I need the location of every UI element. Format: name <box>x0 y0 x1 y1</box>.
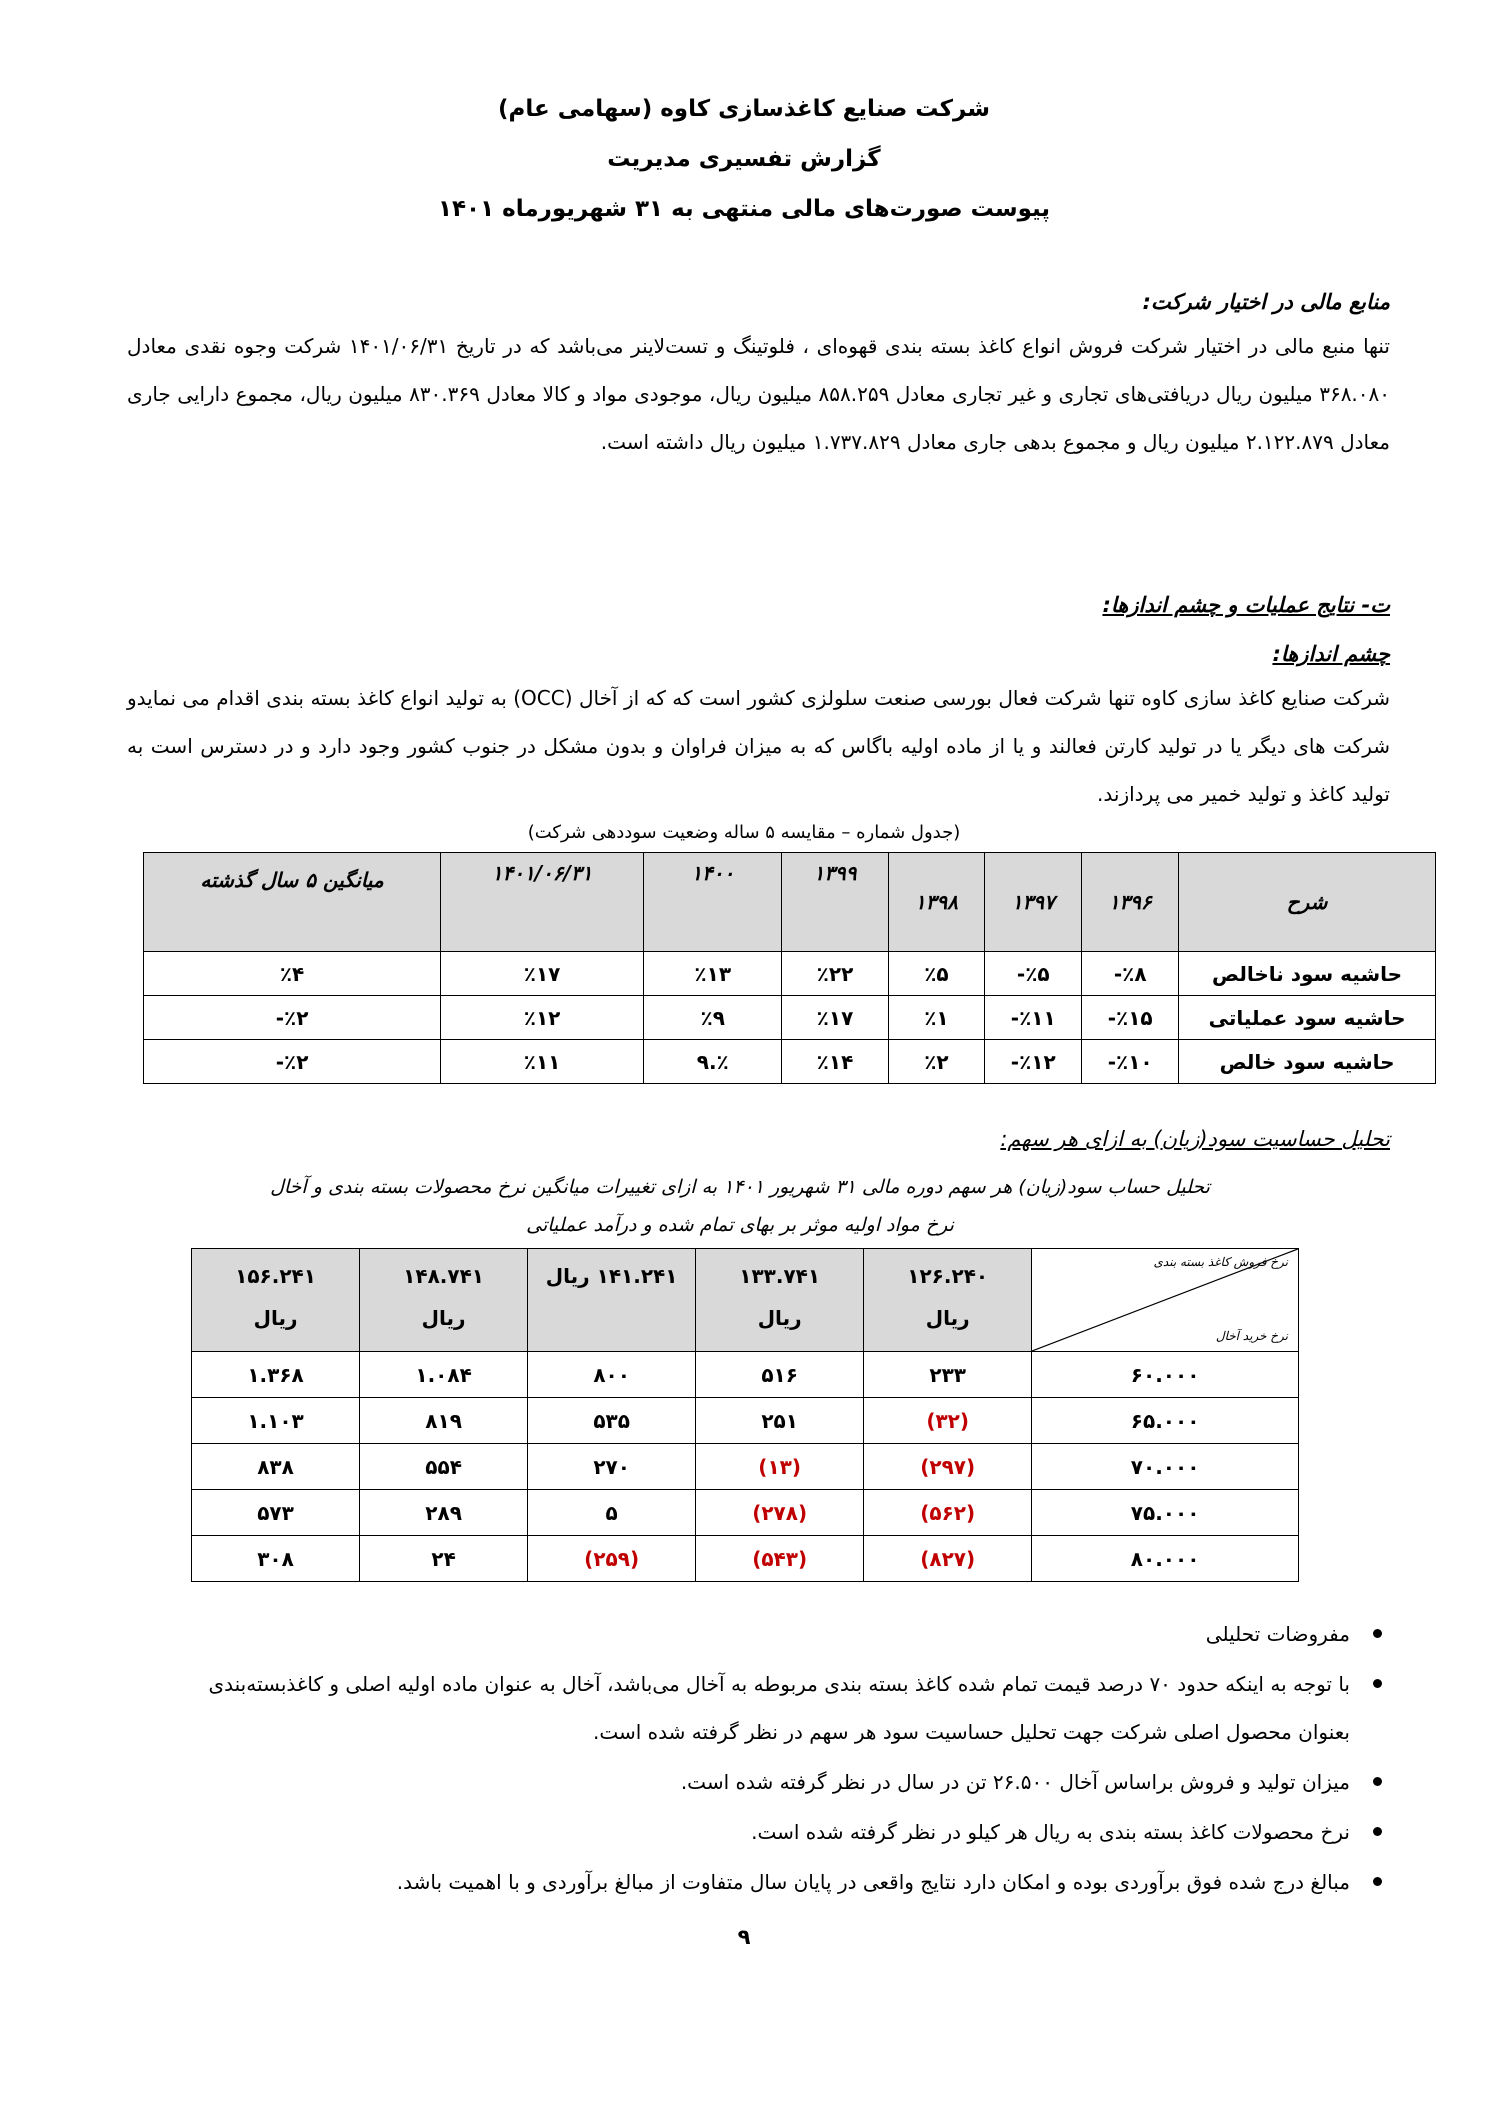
table-cell: ۱.۰۸۴ <box>360 1352 528 1398</box>
table-cell: ٪۱۰- <box>1082 1040 1179 1084</box>
col-header-1401: ۱۴۰۱/۰۶/۳۱ <box>441 853 644 952</box>
col-header-average: میانگین ۵ سال گذشته <box>144 853 441 952</box>
row-label: حاشیه سود خالص <box>1179 1040 1436 1084</box>
table-cell: ٪۹ <box>644 996 782 1040</box>
table-row <box>192 1352 1299 1398</box>
col-header-price <box>192 1249 360 1352</box>
corner-purchase-rate-label: نرخ خرید آخال <box>1215 1329 1288 1343</box>
table-cell: ۱.۳۶۸ <box>192 1352 360 1398</box>
row-label: حاشیه سود ناخالص <box>1179 952 1436 996</box>
table-cell: ۵۳۵ <box>528 1398 696 1444</box>
list-item <box>160 1660 1390 1756</box>
price-value: ۱۴۸.۷۴۱ <box>403 1264 485 1288</box>
table-cell: ٪۱۴ <box>782 1040 888 1084</box>
table-row <box>144 1040 1436 1084</box>
table-cell: ۸۳۸ <box>192 1444 360 1490</box>
bullet-icon <box>1373 1777 1382 1786</box>
col-header-1400: ۱۴۰۰ <box>644 853 782 952</box>
resources-heading: منابع مالی در اختیار شرکت: <box>1142 290 1390 314</box>
table-cell: ٪۱۷ <box>441 952 644 996</box>
row-rate-label: ۷۰.۰۰۰ <box>1032 1444 1299 1490</box>
table-header-row <box>192 1249 1299 1352</box>
table-cell: (۵۶۲) <box>864 1490 1032 1536</box>
bullet-icon <box>1373 1827 1382 1836</box>
bullet-icon <box>1373 1679 1382 1688</box>
assumption-text: با توجه به اینکه حدود ۷۰ درصد قیمت تمام شده کاغذ بسته بندی مربوطه به آخال می‌باشد، آخال به عنوان ماده اولیه اصلی و کاغذبسته‌بندی بعنوان محصول اصلی شرکت جهت تحلیل حساسیت سود هر سهم در نظر گرفته شده است. <box>208 1672 1350 1744</box>
table-cell: ۸۰۰ <box>528 1352 696 1398</box>
table-cell: (۱۳) <box>696 1444 864 1490</box>
table-cell: (۳۲) <box>864 1398 1032 1444</box>
table-cell: ۵۷۳ <box>192 1490 360 1536</box>
sensitivity-body <box>192 1352 1299 1582</box>
table-row <box>144 952 1436 996</box>
price-value: ۱۳۳.۷۴۱ <box>739 1264 821 1288</box>
sensitivity-table <box>191 1248 1299 1582</box>
sensitivity-subtitle-1: تحلیل حساب سود(زیان) هر سهم دوره مالی ۳۱ شهریور ۱۴۰۱ به ازای تغییرات میانگین نرخ محصولات بسته بندی و آخال <box>270 1176 1210 1198</box>
list-item <box>160 1610 1390 1658</box>
list-item <box>160 1758 1390 1806</box>
company-title: شرکت صنایع کاغذسازی کاوه (سهامی عام) <box>498 96 990 122</box>
table-cell: ۳۰۸ <box>192 1536 360 1582</box>
col-header-price <box>528 1249 696 1352</box>
assumption-text: مبالغ درج شده فوق برآوردی بوده و امکان دارد نتایج واقعی در پایان سال متفاوت از مبالغ برآوردی و با اهمیت باشد. <box>396 1870 1350 1894</box>
table-cell: ٪۱ <box>888 996 985 1040</box>
table-cell: ٪۸- <box>1082 952 1179 996</box>
price-value: ۱۲۶.۲۴۰ <box>907 1264 989 1288</box>
price-unit: ریال <box>757 1306 802 1330</box>
table-row <box>192 1398 1299 1444</box>
price-value: ۱۵۶.۲۴۱ <box>235 1264 316 1288</box>
row-rate-label: ۷۵.۰۰۰ <box>1032 1490 1299 1536</box>
table-cell: (۲۵۹) <box>528 1536 696 1582</box>
table-cell: ٪۱۵- <box>1082 996 1179 1040</box>
table-cell: (۲۹۷) <box>864 1444 1032 1490</box>
report-subtitle: پیوست صورت‌های مالی منتهی به ۳۱ شهریورماه ۱۴۰۱ <box>437 196 1051 222</box>
table-cell: (۵۴۳) <box>696 1536 864 1582</box>
table-cell: ۱.۱۰۳ <box>192 1398 360 1444</box>
col-header-1396: ۱۳۹۶ <box>1082 853 1179 952</box>
list-item <box>160 1858 1390 1906</box>
table-header-row <box>144 853 1436 952</box>
outlook-paragraph: شرکت صنایع کاغذ سازی کاوه تنها شرکت فعال بورسی صنعت سلولزی کشور است که که از آخال (OCC) به تولید انواع کاغذ بسته بندی اقدام می نمایدو شرکت های دیگر یا در تولید کارتن فعالند و یا از ماده اولیه باگاس که به میزان فراوان و بدون مشکل در جنوب کشور وجود دارد و در دسترس است به تولید کاغذ و تولید خمیر می پردازند. <box>127 686 1390 806</box>
profitability-table <box>143 852 1436 1084</box>
table-row <box>192 1490 1299 1536</box>
assumption-text: میزان تولید و فروش براساس آخال ۲۶.۵۰۰ تن در سال در نظر گرفته شده است. <box>680 1770 1350 1794</box>
resources-paragraph: تنها منبع مالی در اختیار شرکت فروش انواع کاغذ بسته بندی قهوه‌ای ، فلوتینگ و تست‌لاینر می‌باشد که در تاریخ ۱۴۰۱/۰۶/۳۱ شرکت وجوه نقدی معادل ۳۶۸.۰۸۰ میلیون ریال دریافتی‌های تجاری و غیر تجاری معادل ۸۵۸.۲۵۹ میلیون ریال، موجودی مواد و کالا معادل ۸۳۰.۳۶۹ میلیون ریال، مجموع دارایی جاری معادل ۲.۱۲۲.۸۷۹ میلیون ریال و مجموع بدهی جاری معادل ۱.۷۳۷.۸۲۹ میلیون ریال داشته است. <box>127 334 1391 454</box>
table-cell: ٪۱۲ <box>441 996 644 1040</box>
assumptions-list <box>160 1610 1390 1908</box>
table-cell: ٪.۹ <box>644 1040 782 1084</box>
assumption-text: مفروضات تحلیلی <box>1205 1622 1350 1646</box>
price-value: ۱۴۱.۲۴۱ ریال <box>545 1264 678 1288</box>
table-cell: ۲۵۱ <box>696 1398 864 1444</box>
table-row <box>144 996 1436 1040</box>
col-header-price <box>864 1249 1032 1352</box>
table-cell: ٪۱۲- <box>985 1040 1082 1084</box>
table-cell: ٪۵ <box>888 952 985 996</box>
table-row <box>192 1444 1299 1490</box>
results-heading: ت- نتایج عملیات و چشم اندازها: <box>1102 593 1390 617</box>
table-cell: ۵۱۶ <box>696 1352 864 1398</box>
table-cell: ٪۲ <box>888 1040 985 1084</box>
sensitivity-heading: تحلیل حساسیت سود(زیان) به ازای هر سهم: <box>1000 1127 1390 1151</box>
table-cell: ۲۸۹ <box>360 1490 528 1536</box>
table-cell: (۸۲۷) <box>864 1536 1032 1582</box>
price-unit: ریال <box>253 1306 298 1330</box>
table-row <box>192 1536 1299 1582</box>
table1-caption: (جدول شماره – مقایسه ۵ ساله وضعیت سوددهی شرکت) <box>527 822 961 843</box>
table-cell: ٪۱۱- <box>985 996 1082 1040</box>
sensitivity-subtitle-2: نرخ مواد اولیه موثر بر بهای تمام شده و درآمد عملیاتی <box>526 1214 954 1236</box>
table-cell: ۲۷۰ <box>528 1444 696 1490</box>
corner-sale-rate-label: نرخ فروش کاغذ بسته بندی <box>1153 1255 1288 1269</box>
table-cell: ۲۴ <box>360 1536 528 1582</box>
table-cell: ٪۱۱ <box>441 1040 644 1084</box>
table-cell: ۸۱۹ <box>360 1398 528 1444</box>
corner-header <box>1032 1249 1299 1352</box>
col-header-price <box>696 1249 864 1352</box>
table-cell: ۵۵۴ <box>360 1444 528 1490</box>
list-item <box>160 1808 1390 1856</box>
col-header-1399: ۱۳۹۹ <box>782 853 888 952</box>
table-cell: ۲۳۳ <box>864 1352 1032 1398</box>
report-title: گزارش تفسیری مدیریت <box>607 146 881 172</box>
table-cell: ٪۲- <box>144 1040 441 1084</box>
row-rate-label: ۶۵.۰۰۰ <box>1032 1398 1299 1444</box>
table-cell: ٪۱۷ <box>782 996 888 1040</box>
table-cell: ٪۴ <box>144 952 441 996</box>
table-cell: ٪۲- <box>144 996 441 1040</box>
assumption-text: نرخ محصولات کاغذ بسته بندی به ریال هر کیلو در نظر گرفته شده است. <box>751 1820 1350 1844</box>
table-cell: ۵ <box>528 1490 696 1536</box>
table-cell: ٪۱۳ <box>644 952 782 996</box>
row-rate-label: ۶۰.۰۰۰ <box>1032 1352 1299 1398</box>
price-unit: ریال <box>925 1306 970 1330</box>
table-cell: (۲۷۸) <box>696 1490 864 1536</box>
price-unit: ریال <box>421 1306 466 1330</box>
col-header-description: شرح <box>1179 853 1436 952</box>
outlook-heading: چشم اندازها: <box>1272 642 1390 666</box>
col-header-1397: ۱۳۹۷ <box>985 853 1082 952</box>
table-cell: ٪۲۲ <box>782 952 888 996</box>
page-number: ۹ <box>737 1925 751 1949</box>
table-cell: ٪۵- <box>985 952 1082 996</box>
row-label: حاشیه سود عملیاتی <box>1179 996 1436 1040</box>
bullet-icon <box>1373 1629 1382 1638</box>
bullet-icon <box>1373 1877 1382 1886</box>
col-header-1398: ۱۳۹۸ <box>888 853 985 952</box>
col-header-price <box>360 1249 528 1352</box>
row-rate-label: ۸۰.۰۰۰ <box>1032 1536 1299 1582</box>
